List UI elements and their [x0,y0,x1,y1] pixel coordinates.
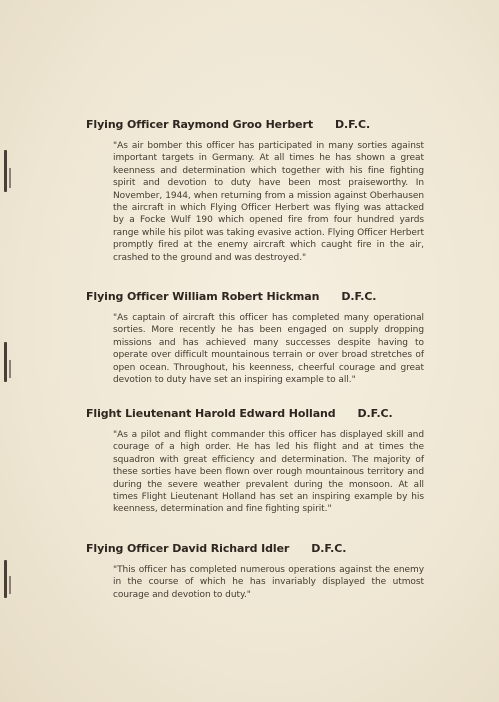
margin-mark [9,168,11,188]
citation-text: "As captain of aircraft this officer has completed many operational sorties. More recently he has been engaged on supply dropping missions and has achieved many successes despite having to operate over difficult mountainous terrain or over broad stretches of open ocean. Throughout, his keenness, cheerful courage and great devotion to duty have set an inspiring example to all." [113,313,424,386]
entry-heading [86,542,426,555]
entry-heading [86,118,426,131]
binding-stitch [4,342,7,382]
citation-text: "As a pilot and flight commander this officer has displayed skill and courage of a high order. He has led his flight and at times the squadron with great efficiency and determination. The majority of these sorties have been flown over rough mountainous territory and during the severe weather prevalent during the monsoon. At all times Flight Lieutenant Holland has set an inspiring example by his keenness, determination and fine fighting spirit." [113,430,424,515]
recipient-name: Flying Officer William Robert Hickman [86,290,320,303]
citation-entry [86,542,426,601]
recipient-name: Flight Lieutenant Harold Edward Holland [86,407,336,420]
citation-text: "As air bomber this officer has participated in many sorties against important targets in Germany. At all times he has shown a great keenness and determination which together with his fine fighting spirit and devotion to duty have been most praiseworthy. In November, 1944, when returning from a mission against Oberhausen the aircraft in which Flying Officer Herbert was flying was attacked by a Focke Wulf 190 which opened fire from four hundred yards range while his pilot was taking evasive action. Flying Officer Herbert promptly fired at the enemy aircraft which caught fire in the air, crashed to the ground and was destroyed." [113,141,424,263]
recipient-name: Flying Officer David Richard Idler [86,542,290,555]
binding-stitch [4,560,7,598]
award-title: D.F.C. [341,290,377,303]
citation-entry [86,290,426,386]
citation-text: "This officer has completed numerous operations against the enemy in the course of which he has invariably displayed the utmost courage and devotion to duty." [113,565,424,600]
citation-entry [86,407,426,516]
award-title: D.F.C. [357,407,393,420]
binding-stitch [4,150,7,192]
entry-heading [86,290,426,303]
citation-entry [86,118,426,264]
award-title: D.F.C. [334,118,371,131]
award-title: D.F.C. [311,542,347,555]
recipient-name: Flying Officer Raymond Groo Herbert [86,118,313,131]
entry-heading [86,407,426,420]
margin-mark [9,360,11,378]
margin-mark [9,576,11,594]
